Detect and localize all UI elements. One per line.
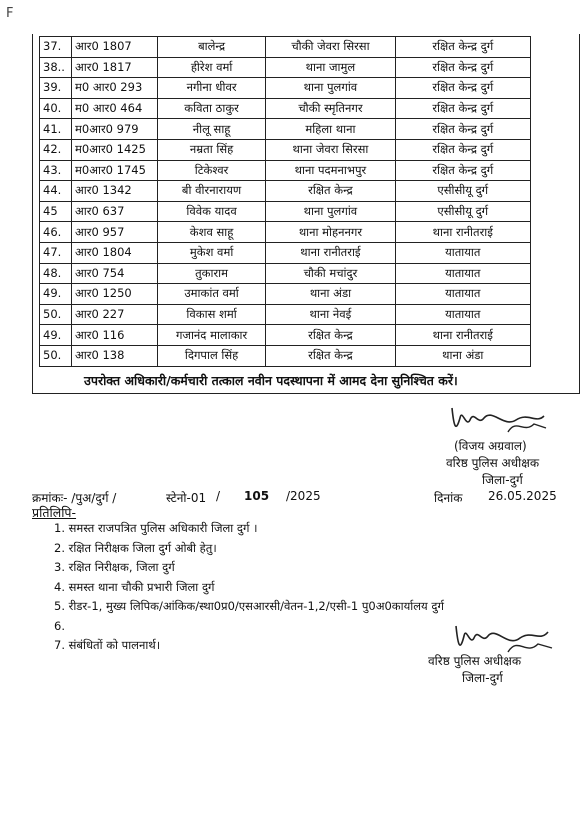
serial-cell: 50. [40,304,72,325]
new-posting-cell: यातायात [395,242,530,263]
badge-number-cell: म0आर0 1425 [72,139,158,160]
current-posting-cell: थाना जेवरा सिरसा [266,139,395,160]
badge-number-cell: आर0 1804 [72,242,158,263]
serial-cell: 49. [40,284,72,305]
badge-number-cell: आर0 957 [72,222,158,243]
employee-name-cell: केशव साहू [157,222,266,243]
employee-name-cell: हीरेश वर्मा [157,57,266,78]
new-posting-cell: रक्षित केन्द्र दुर्ग [395,37,530,58]
serial-cell: 44. [40,181,72,202]
employee-name-cell: गजानंद मालाकार [157,325,266,346]
employee-name-cell: दिगपाल सिंह [157,345,266,366]
current-posting-cell: थाना रानीतराई [266,242,395,263]
table-row [40,284,531,305]
new-posting-cell: रक्षित केन्द्र दुर्ग [395,57,530,78]
employee-name-cell: नम्रता सिंह [157,139,266,160]
current-posting-cell: चौकी स्मृतिनगर [266,98,395,119]
serial-cell: 38.. [40,57,72,78]
new-posting-cell: थाना अंडा [395,345,530,366]
new-posting-cell: थाना रानीतराई [395,222,530,243]
copy-item: 5. रीडर-1, मुख्य लिपिक/आंकिक/स्था0प्र0/एसआरसी/वेतन-1,2/एसी-1 पु0अ0कार्यालय दुर्ग [54,599,444,613]
badge-number-cell: आर0 1817 [72,57,158,78]
current-posting-cell: थाना अंडा [266,284,395,305]
order-date-label: दिनांक [434,491,463,505]
current-posting-cell: चौकी जेवरा सिरसा [266,37,395,58]
new-posting-cell: यातायात [395,284,530,305]
current-posting-cell: थाना पुलगांव [266,78,395,99]
copy-heading: प्रतिलिपि- [32,505,77,520]
employee-name-cell: नीलू साहू [157,119,266,140]
table-row [40,98,531,119]
badge-number-cell: आर0 138 [72,345,158,366]
employee-name-cell: मुकेश वर्मा [157,242,266,263]
order-year: /2025 [286,489,321,503]
employee-name-cell: कविता ठाकुर [157,98,266,119]
signatory-district: जिला-दुर्ग [482,473,523,487]
signatory-name: (विजय अग्रवाल) [454,439,527,453]
serial-cell: 47. [40,242,72,263]
signatory-district-2: जिला-दुर्ग [462,671,503,685]
joining-instruction: उपरोक्त अधिकारी/कर्मचारी तत्काल नवीन पदस्थापना में आमद देना सुनिश्चित करें। [84,373,458,388]
signatory-title-2: वरिष्ठ पुलिस अधीक्षक [428,654,522,668]
serial-cell: 43. [40,160,72,181]
serial-cell: 42. [40,139,72,160]
serial-cell: 50. [40,345,72,366]
new-posting-cell: एसीसीयू दुर्ग [395,181,530,202]
order-steno: स्टेनो-01 [166,491,207,505]
table-row [40,181,531,202]
copy-item: 1. समस्त राजपत्रित पुलिस अधिकारी जिला दुर्ग । [54,521,258,535]
employee-name-cell: बालेन्द्र [157,37,266,58]
badge-number-cell: म0 आर0 464 [72,98,158,119]
serial-cell: 46. [40,222,72,243]
serial-cell: 39. [40,78,72,99]
current-posting-cell: थाना जामुल [266,57,395,78]
signatory-title: वरिष्ठ पुलिस अधीक्षक [446,456,540,470]
badge-number-cell: आर0 116 [72,325,158,346]
badge-number-cell: आर0 754 [72,263,158,284]
current-posting-cell: थाना नेवई [266,304,395,325]
copy-item: 3. रक्षित निरीक्षक, जिला दुर्ग [54,560,175,574]
serial-cell: 37. [40,37,72,58]
serial-cell: 48. [40,263,72,284]
order-number: 105 [244,489,270,503]
new-posting-cell: यातायात [395,304,530,325]
order-separator: / [216,489,221,503]
transfer-table-body [40,37,531,367]
badge-number-cell: आर0 227 [72,304,158,325]
badge-number-cell: म0आर0 1745 [72,160,158,181]
current-posting-cell: चौकी मचांदुर [266,263,395,284]
new-posting-cell: यातायात [395,263,530,284]
current-posting-cell: थाना मोहननगर [266,222,395,243]
copy-item: 6. [54,618,65,633]
new-posting-cell: एसीसीयू दुर्ग [395,201,530,222]
copy-item: 4. समस्त थाना चौकी प्रभारी जिला दुर्ग [54,579,215,594]
employee-name-cell: तुकाराम [157,263,266,284]
new-posting-cell: रक्षित केन्द्र दुर्ग [395,139,530,160]
serial-cell: 49. [40,325,72,346]
copy-item: 7. संबंधितों को पालनार्थ। [54,638,161,652]
new-posting-cell: रक्षित केन्द्र दुर्ग [395,119,530,140]
copy-item: 2. रक्षित निरीक्षक जिला दुर्ग ओबी हेतु। [54,540,217,555]
table-row [40,263,531,284]
current-posting-cell: महिला थाना [266,119,395,140]
new-posting-cell: रक्षित केन्द्र दुर्ग [395,78,530,99]
current-posting-cell: रक्षित केन्द्र [266,345,395,366]
table-row [40,119,531,140]
serial-cell: 40. [40,98,72,119]
employee-name-cell: विवेक यादव [157,201,266,222]
employee-name-cell: उमाकांत वर्मा [157,284,266,305]
new-posting-cell: रक्षित केन्द्र दुर्ग [395,98,530,119]
table-row [40,325,531,346]
page-corner-mark: F [6,6,14,21]
badge-number-cell: आर0 1807 [72,37,158,58]
table-row [40,242,531,263]
table-row [40,345,531,366]
table-row [40,222,531,243]
employee-name-cell: नगीना धीवर [157,78,266,99]
order-number-prefix: क्रमांकः- /पुअ/दुर्ग / [32,491,117,505]
employee-name-cell: टिकेश्वर [157,160,266,181]
badge-number-cell: आर0 637 [72,201,158,222]
new-posting-cell: रक्षित केन्द्र दुर्ग [395,160,530,181]
employee-name-cell: विकास शर्मा [157,304,266,325]
badge-number-cell: म0 आर0 293 [72,78,158,99]
copy-list [54,519,444,656]
new-posting-cell: थाना रानीतराई [395,325,530,346]
badge-number-cell: म0आर0 979 [72,119,158,140]
transfer-table [39,36,531,367]
badge-number-cell: आर0 1250 [72,284,158,305]
order-date: 26.05.2025 [488,489,557,503]
current-posting-cell: थाना पुलगांव [266,201,395,222]
badge-number-cell: आर0 1342 [72,181,158,202]
table-row [40,57,531,78]
table-row [40,160,531,181]
table-row [40,37,531,58]
serial-cell: 41. [40,119,72,140]
table-row [40,304,531,325]
serial-cell: 45 [40,201,72,222]
table-row [40,201,531,222]
current-posting-cell: रक्षित केन्द्र [266,325,395,346]
current-posting-cell: रक्षित केन्द्र [266,181,395,202]
current-posting-cell: थाना पदमनाभपुर [266,160,395,181]
table-row [40,139,531,160]
table-row [40,78,531,99]
employee-name-cell: बी वीरनारायण [157,181,266,202]
